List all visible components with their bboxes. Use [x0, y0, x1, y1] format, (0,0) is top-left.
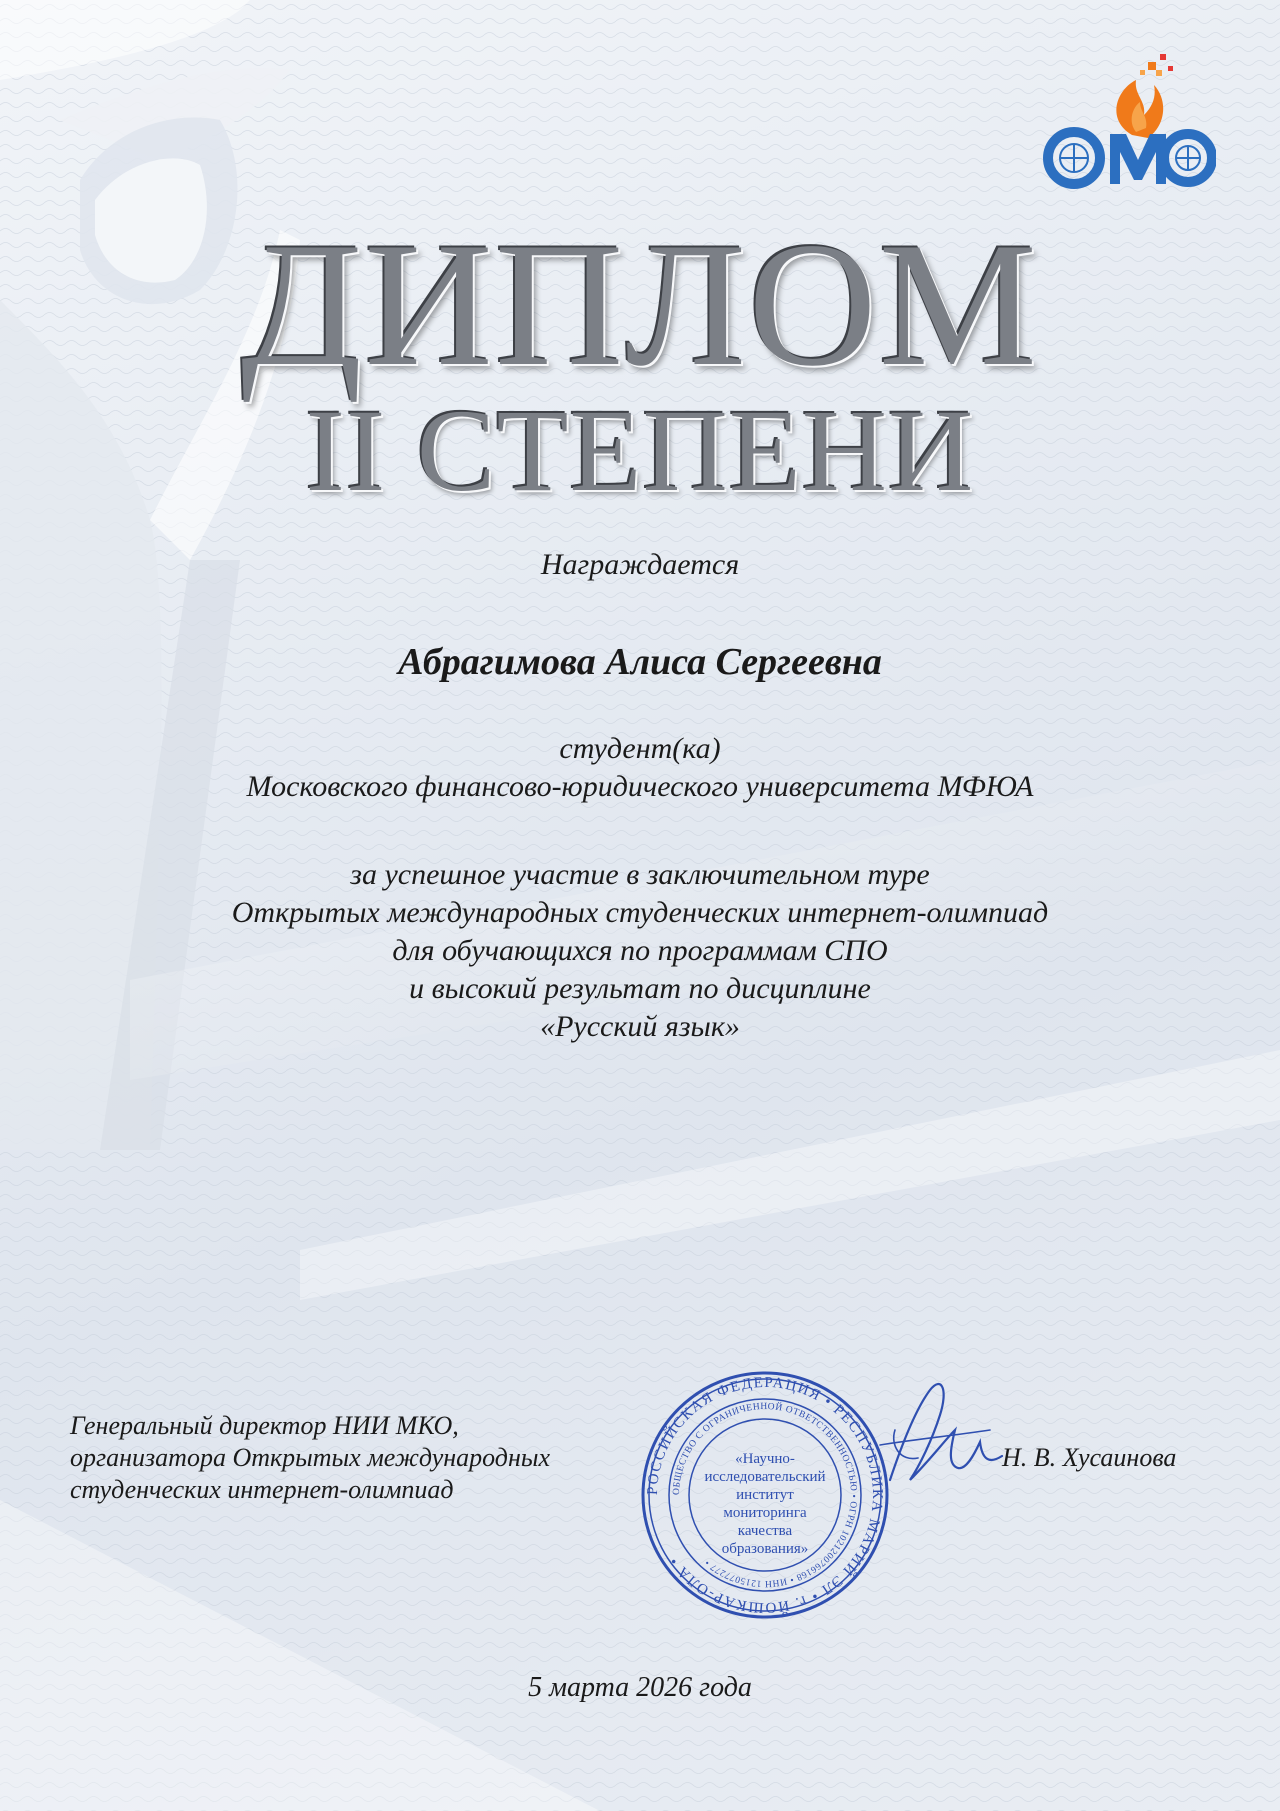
recipient-role: студент(ка) — [559, 732, 721, 765]
diploma-title: ДИПЛОМ — [240, 205, 1040, 403]
stamp-outer-text: РОССИЙСКАЯ ФЕДЕРАЦИЯ • РЕСПУБЛИКА МАРИЙ ЭЛ • г. ЙОШКАР-ОЛА • — [644, 1374, 886, 1616]
stamp-middle-text: ОБЩЕСТВО С ОГРАНИЧЕННОЙ ОТВЕТСТВЕННОСТЬЮ • ОГРН 1021200766168 • ИНН 1215077277 • — [671, 1401, 859, 1589]
stamp-line: мониторинга — [723, 1505, 807, 1521]
stamp-line: образования» — [721, 1541, 809, 1557]
stamp-line: исследовательский — [704, 1469, 826, 1485]
recipient-institution: Московского финансово-юридического университета МФЮА — [246, 770, 1034, 803]
reason-line: для обучающихся по программам СПО — [392, 934, 888, 967]
olympiad-logo — [1036, 40, 1216, 200]
reason-line: за успешное участие в заключительном туре — [350, 858, 930, 891]
stamp-line: качества — [737, 1523, 793, 1539]
stamp-center-text — [700, 1450, 830, 1558]
signer-line: студенческих интернет-олимпиад — [70, 1475, 454, 1504]
issue-date: 5 марта 2026 года — [528, 1672, 752, 1703]
signer-name: Н. В. Хусаинова — [1002, 1443, 1177, 1472]
signer-line: организатора Открытых международных — [70, 1443, 550, 1472]
diploma-degree: II СТЕПЕНИ — [305, 385, 975, 516]
signer-line: Генеральный директор НИИ МКО, — [70, 1411, 459, 1440]
reason-line: Открытых международных студенческих интернет-олимпиад — [231, 896, 1049, 929]
stamp-line: «Научно- — [735, 1451, 795, 1467]
handwritten-signature — [870, 1370, 1010, 1500]
recipient-details — [0, 730, 1280, 806]
recipient-name: Абрагимова Алиса Сергеевна — [398, 641, 882, 683]
discipline-name: «Русский язык» — [540, 1010, 740, 1043]
stamp-line: институт — [736, 1487, 794, 1503]
awarded-label: Награждается — [540, 548, 740, 581]
signer-position — [70, 1410, 690, 1506]
reason-line: и высокий результат по дисциплине — [409, 972, 871, 1005]
award-reason — [0, 856, 1280, 1046]
